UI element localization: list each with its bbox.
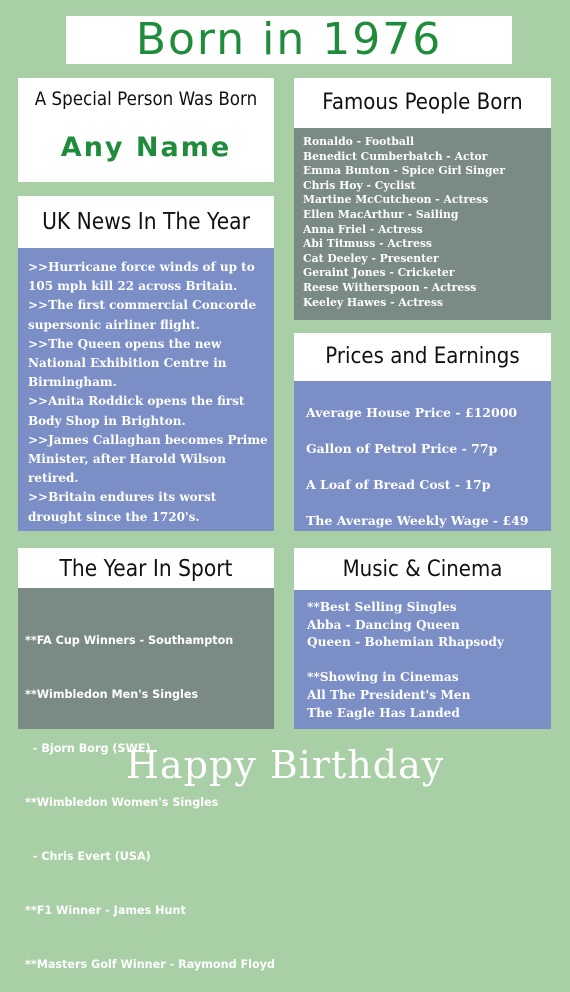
famous-person-item: Benedict Cumberbatch - Actor [303,149,488,163]
famous-person-item: Emma Bunton - Spice Girl Singer [303,164,506,178]
uk-news-line: retired. [28,471,79,486]
poster-title-box [66,16,512,64]
famous-people-header [294,78,551,128]
uk-news-line: supersonic airliner flight. [28,317,201,332]
poster-title: Born in 1976 [135,14,443,65]
uk-news-line: >>The Queen opens the new [28,336,222,351]
uk-news-line: 105 mph kill 22 across Britain. [28,279,238,294]
sport-header [18,548,274,588]
music-line: Abba - Dancing Queen [307,617,460,632]
famous-person-item: Martine McCutcheon - Actress [303,193,489,207]
uk-news-line: >>James Callaghan becomes Prime [28,432,268,447]
special-person-name: Any Name [60,132,232,163]
price-item: Gallon of Petrol Price - 77p [306,441,498,456]
uk-news-heading: UK News In The Year [42,209,250,235]
uk-news-line: >>Hurricane force winds of up to [28,260,255,274]
music-line [307,652,551,670]
sport-line: **Masters Golf Winner - Raymond Floyd [25,958,275,971]
sport-line: - Bjorn Borg (SWE) [25,742,151,755]
special-person-heading: A Special Person Was Born [34,88,258,110]
famous-people-heading: Famous People Born [322,90,523,115]
price-item: The Average Weekly Wage - £49 [306,513,529,528]
famous-person-item: Abi Titmuss - Actress [303,237,432,251]
prices-panel [294,381,551,531]
music-line: The Eagle Has Landed [307,705,460,720]
prices-heading: Prices and Earnings [325,344,520,369]
music-header [294,548,551,590]
famous-person-item: Ellen MacArthur - Sailing [303,207,459,221]
uk-news-line: >>Anita Roddick opens the first [28,394,245,409]
famous-people-panel [294,128,551,320]
uk-news-line: Birmingham. [28,375,117,390]
music-line: All The President's Men [307,687,471,702]
sport-line: **F1 Winner - James Hunt [25,904,186,917]
price-item: Average House Price - £12000 [306,405,518,420]
uk-news-line: >>Britain endures its worst [28,490,217,505]
famous-person-item: Chris Hoy - Cyclist [303,178,416,192]
sport-line: **Wimbledon Women's Singles [25,796,219,809]
famous-person-item: Keeley Hawes - Actress [303,295,443,309]
uk-news-line: >>The first commercial Concorde [28,298,257,313]
famous-person-item: Cat Deeley - Presenter [303,251,439,265]
special-person-box [18,78,274,182]
sport-line: **Wimbledon Men's Singles [25,688,199,701]
famous-person-item: Anna Friel - Actress [303,222,423,236]
uk-news-header [18,196,274,248]
sport-line: - Chris Evert (USA) [25,850,151,863]
price-item: A Loaf of Bread Cost - 17p [306,477,491,492]
uk-news-line: drought since the 1720's. [28,509,200,524]
sport-heading: The Year In Sport [59,556,233,582]
uk-news-line: National Exhibition Centre in [28,356,227,371]
famous-person-item: Ronaldo - Football [303,135,415,148]
music-line: **Showing in Cinemas [307,670,459,685]
famous-person-item: Geraint Jones - Cricketer [303,266,455,280]
uk-news-line: Minister, after Harold Wilson [28,452,226,467]
music-line: **Best Selling Singles [307,600,457,614]
prices-header [294,333,551,381]
music-heading: Music & Cinema [342,557,503,582]
sport-line: **FA Cup Winners - Southampton [25,634,234,647]
uk-news-panel [18,248,274,531]
music-line: Queen - Bohemian Rhapsody [307,635,504,650]
happy-birthday-footer: Happy Birthday [125,743,445,787]
music-panel [294,590,551,729]
famous-person-item: Reese Witherspoon - Actress [303,280,477,294]
uk-news-line: Body Shop in Brighton. [28,413,186,428]
sport-panel [18,588,275,971]
